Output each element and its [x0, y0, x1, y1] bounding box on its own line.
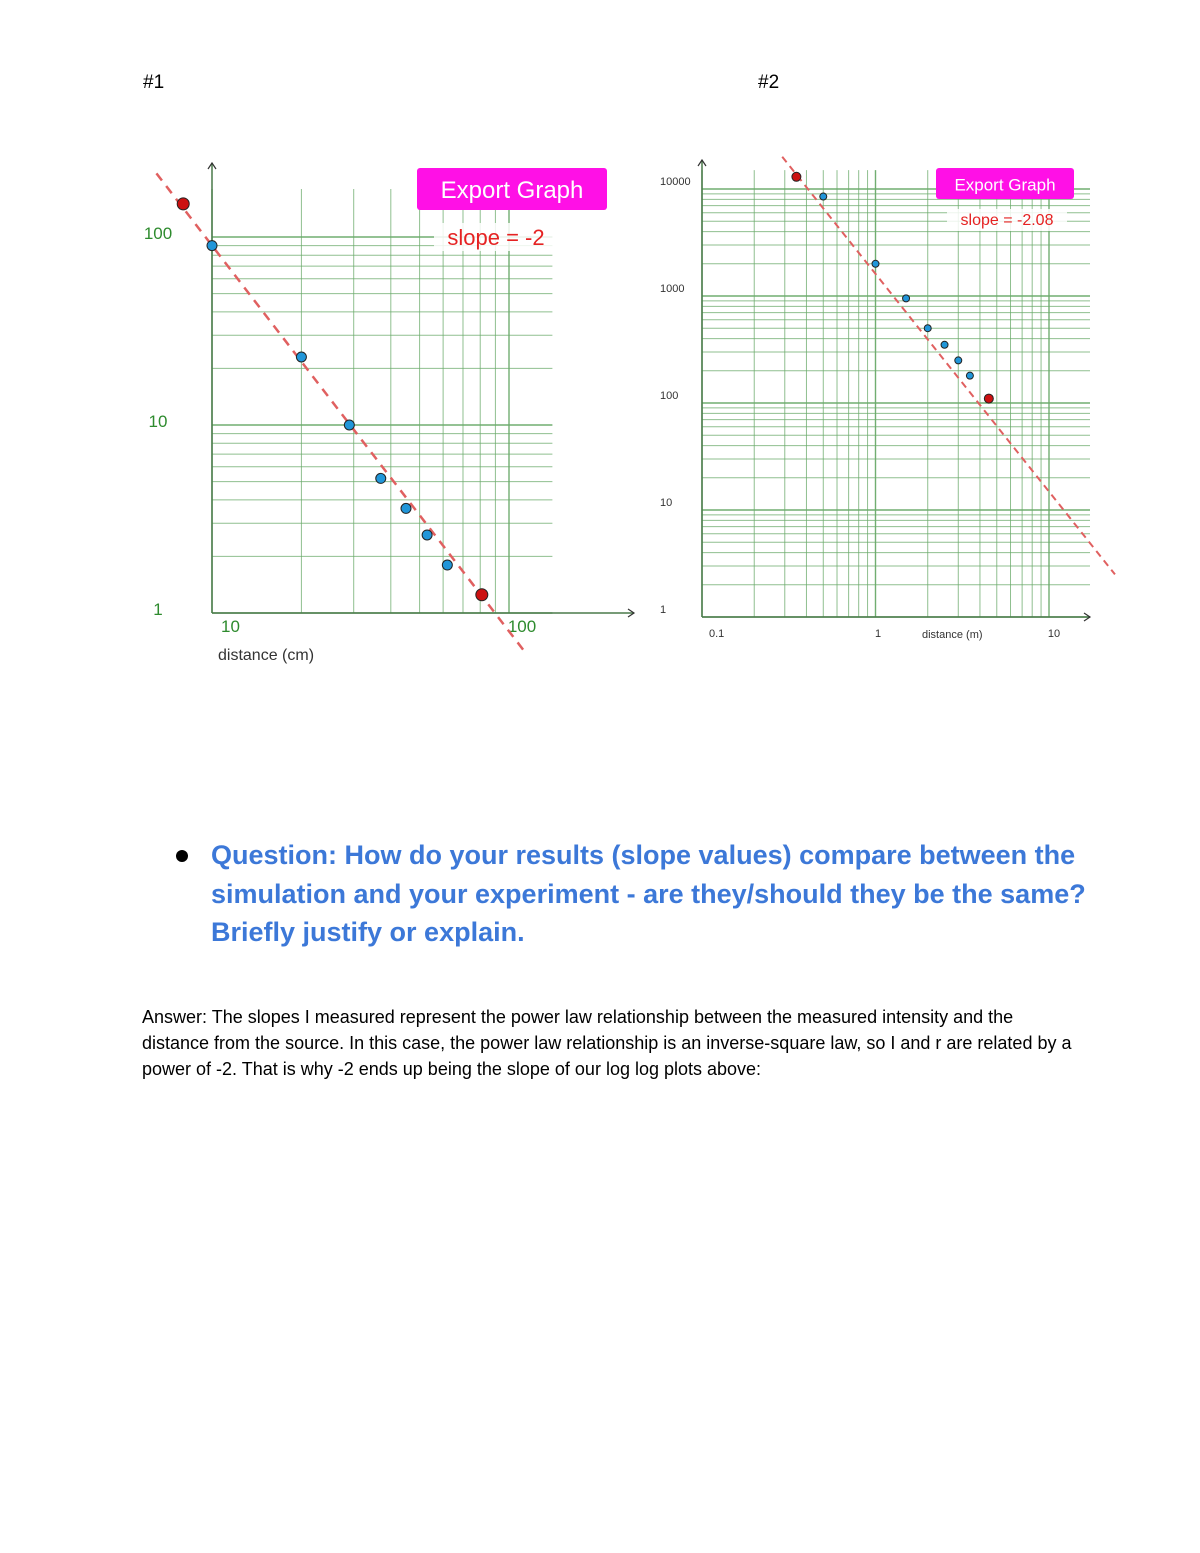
data-point-blue — [966, 372, 973, 379]
export-graph-button-label: Export Graph — [440, 177, 584, 205]
export-graph-button[interactable] — [936, 168, 1074, 199]
slope-label: slope = -2.08 — [960, 212, 1054, 229]
bullet-icon — [176, 850, 188, 862]
figure-2-label: #2 — [758, 72, 780, 93]
y-tick-label: 1 — [153, 600, 163, 619]
x-tick-label: 10 — [221, 617, 240, 636]
data-point-red — [792, 172, 801, 181]
x-tick-label: 1 — [874, 628, 882, 640]
data-point-blue — [820, 193, 827, 200]
x-tick-label: 0.1 — [709, 628, 725, 640]
y-tick-label: 100 — [660, 390, 679, 402]
data-point-blue — [924, 325, 931, 332]
question-text: Question: How do your results (slope values) compare between the simulation and your experiment - are they/should they be the same? Briefly justify or explain. — [211, 840, 1086, 947]
data-point-blue — [903, 295, 910, 302]
loglog-chart-2 — [0, 0, 1200, 720]
figure-1-label: #1 — [143, 72, 165, 93]
x-tick-label: 100 — [507, 617, 537, 636]
y-tick-label: 10 — [660, 497, 673, 509]
data-point-blue — [941, 341, 948, 348]
data-point-red — [984, 394, 993, 403]
x-axis-label: distance (m) — [922, 629, 983, 641]
x-axis-label: distance (cm) — [218, 647, 315, 664]
data-point-blue — [955, 357, 962, 364]
x-tick-label: 10 — [1047, 628, 1061, 640]
export-graph-button-label: Export Graph — [954, 175, 1056, 195]
y-tick-label: 1 — [660, 604, 667, 616]
y-tick-label: 100 — [143, 224, 173, 243]
y-tick-label: 10000 — [660, 176, 691, 188]
y-tick-label: 1000 — [660, 283, 685, 295]
answer-text: Answer: The slopes I measured represent the power law relationship between the measured intensity and the distance from the source. In this case, the power law relationship is an inverse-square law, so I and r are related by a power of -2. That is why -2 ends up being the slope of our log log plots above: — [142, 1007, 1072, 1079]
y-tick-label: 10 — [148, 412, 168, 431]
question-item — [176, 836, 1096, 952]
data-point-blue — [872, 260, 879, 267]
slope-label: slope = -2 — [447, 225, 545, 250]
